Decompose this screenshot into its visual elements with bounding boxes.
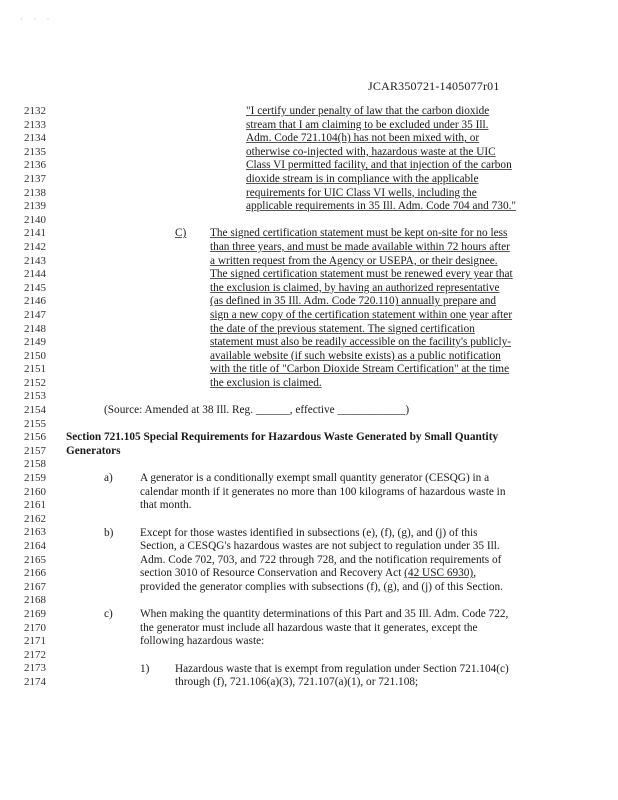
line-number: 2140 [24, 213, 46, 226]
item-c-line: The signed certification statement must be renewed every year that [210, 268, 513, 281]
line-number: 2142 [24, 240, 46, 253]
quote-line: Class VI permitted facility, and that injection of the carbon [246, 159, 512, 172]
line-number: 2150 [24, 349, 46, 362]
item-c-line: statement must also be readily accessible on the facility's publicly- [210, 336, 512, 349]
item-c-line: available website (if such website exists) as a public notification [210, 349, 501, 362]
subsection-b-line: Adm. Code 702, 703, and 722 through 728, and the notification requirements of [140, 553, 502, 566]
line-number: 2161 [24, 499, 46, 512]
subsection-a-text [140, 472, 505, 513]
line-number: 2149 [24, 336, 46, 349]
subsection-c-line: the generator must include all hazardous waste that it generates, except the [140, 621, 478, 634]
line-number: 2153 [24, 390, 46, 403]
subsection-c1-line: Hazardous waste that is exempt from regulation under Section 721.104(c) [175, 662, 509, 675]
source-middle: , effective [289, 404, 338, 417]
line-number: 2132 [24, 105, 46, 117]
item-c-text [210, 227, 513, 390]
subsection-c1-text [175, 663, 509, 690]
line-number-gutter [24, 105, 64, 690]
usc-citation-link[interactable]: (42 USC 6930) [404, 567, 474, 580]
line-number: 2151 [24, 363, 46, 376]
line-number: 2144 [24, 268, 46, 281]
subsection-c-label: c) [104, 608, 113, 621]
item-c-line: with the title of "Carbon Dioxide Stream Certification" at the time [210, 363, 510, 376]
scan-marks: · · · [20, 14, 54, 24]
line-number: 2159 [24, 472, 46, 485]
section-title-line2: Generators [66, 444, 121, 457]
quote-line: otherwise co-injected with, hazardous waste at the UIC [246, 145, 496, 158]
item-c-label: C) [175, 227, 187, 240]
line-number: 2138 [24, 186, 46, 199]
line-number: 2157 [24, 444, 46, 457]
source-suffix: ) [405, 404, 410, 417]
line-number: 2168 [24, 594, 46, 607]
line-number: 2156 [24, 431, 46, 444]
item-c-line: the exclusion is claimed. [210, 376, 322, 389]
certification-quote [246, 105, 516, 214]
line-number: 2152 [24, 376, 46, 389]
subsection-b-line: Section, a CESQG's hazardous wastes are not subject to regulation under 35 Ill. [140, 540, 500, 553]
subsection-c1-label: 1) [140, 662, 150, 675]
item-c-line: the exclusion is claimed, by having an authorized representative [210, 281, 500, 294]
section-title-line1: Section 721.105 Special Requirements for Hazardous Waste Generated by Small Quantity [66, 431, 499, 444]
line-number: 2141 [24, 227, 46, 240]
quote-line: dioxide stream is in compliance with the applicable [246, 172, 479, 185]
subsection-b-line: Except for those wastes identified in subsections (e), (f), (g), and (j) of this [140, 526, 478, 539]
item-c-line: (as defined in 35 Ill. Adm. Code 720.110) annually prepare and [210, 295, 497, 308]
source-blank-register: ______ [255, 404, 290, 417]
line-number: 2166 [24, 567, 46, 580]
line-number: 2147 [24, 308, 46, 321]
item-c-line: than three years, and must be made available within 72 hours after [210, 240, 510, 253]
item-c-line: The signed certification statement must be kept on-site for no less [210, 227, 508, 240]
line-number: 2160 [24, 485, 46, 498]
line-number: 2169 [24, 607, 46, 620]
subsection-b-line: section 3010 of Resource Conservation and Recovery Act [140, 567, 405, 580]
document-id: JCAR350721-1405077r01 [368, 79, 500, 93]
line-number: 2146 [24, 295, 46, 308]
line-number: 2171 [24, 635, 46, 648]
line-number: 2172 [24, 648, 46, 661]
subsection-b-line: provided the generator complies with subsections (f), (g), and (j) of this Section. [140, 580, 503, 593]
line-number: 2139 [24, 200, 46, 213]
section-heading [66, 431, 498, 458]
line-number: 2170 [24, 621, 46, 634]
line-number: 2133 [24, 118, 46, 131]
line-number: 2145 [24, 281, 46, 294]
subsection-c-text [140, 608, 508, 649]
quote-line: requirements for UIC Class VI wells, including the [246, 186, 477, 199]
line-number: 2154 [24, 404, 46, 417]
line-number: 2134 [24, 132, 46, 145]
quote-line: "I certify under penalty of law that the carbon dioxide [246, 105, 490, 117]
line-number: 2163 [24, 526, 46, 539]
subsection-a-line: A generator is a conditionally exempt small quantity generator (CESQG) in a [140, 472, 490, 485]
subsection-a-line: calendar month if it generates no more than 100 kilograms of hazardous waste in [140, 485, 506, 498]
line-number: 2135 [24, 145, 46, 158]
subsection-c-line: following hazardous waste: [140, 635, 265, 648]
source-blank-effective: ____________ [337, 404, 406, 417]
subsection-c-line: When making the quantity determinations of this Part and 35 Ill. Adm. Code 722, [140, 608, 509, 621]
line-number: 2165 [24, 553, 46, 566]
subsection-b-punct: , [473, 567, 477, 580]
item-c-line: sign a new copy of the certification statement within one year after [210, 308, 513, 321]
line-number: 2164 [24, 540, 46, 552]
line-number: 2136 [24, 159, 46, 172]
quote-line: stream that I am claiming to be excluded under 35 Ill. [246, 118, 489, 131]
line-number: 2158 [24, 458, 46, 471]
subsection-b-label: b) [104, 526, 114, 539]
line-number: 2162 [24, 512, 46, 525]
line-number: 2174 [24, 675, 46, 688]
line-number: 2148 [24, 322, 46, 335]
item-c-line: the date of the previous statement. The signed certification [210, 322, 475, 335]
subsection-a-line: that month. [140, 499, 192, 512]
source-note [104, 404, 409, 418]
line-number: 2137 [24, 172, 46, 185]
subsection-a-label: a) [104, 472, 113, 485]
source-prefix: (Source: Amended at 38 Ill. Reg. [104, 404, 256, 417]
line-number: 2167 [24, 580, 46, 593]
subsection-b-text [140, 527, 503, 595]
line-number: 2143 [24, 254, 46, 267]
quote-line: Adm. Code 721.104(h) has not been mixed with, or [246, 132, 480, 145]
subsection-c1-line: through (f), 721.106(a)(3), 721.107(a)(1), or 721.108; [175, 676, 419, 689]
item-c-line: a written request from the Agency or USEPA, or their designee. [210, 254, 498, 267]
quote-line: applicable requirements in 35 Ill. Adm. Code 704 and 730." [246, 200, 517, 213]
line-number: 2155 [24, 417, 46, 430]
line-number: 2173 [24, 662, 46, 675]
